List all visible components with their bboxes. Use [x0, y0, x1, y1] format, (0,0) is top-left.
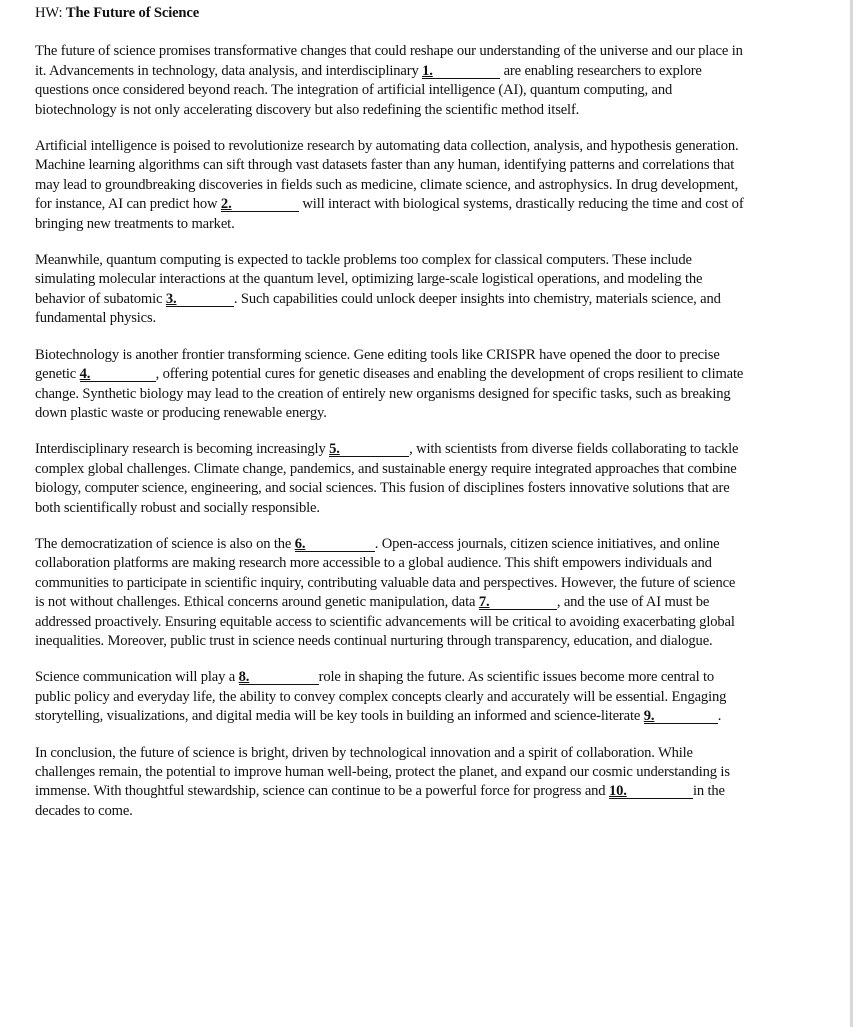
blank-number: 5.	[329, 441, 340, 458]
blank-9[interactable]	[644, 709, 718, 724]
paragraph-interdisciplinary	[35, 440, 745, 518]
paragraph-ai	[35, 137, 745, 234]
blank-number: 1.	[422, 62, 433, 79]
paragraph-quantum	[35, 251, 745, 329]
text: The future of science promises transformative changes that could reshape our understanding of the universe and our place in it. Advancements in technology, data analysis, and interdisciplinary	[35, 43, 743, 79]
blank-number: 4.	[79, 366, 91, 383]
paragraph-biotech	[35, 346, 745, 424]
document-title	[35, 4, 745, 23]
blank-number: 9.	[643, 708, 655, 725]
text: Biotechnology is another frontier transforming science. Gene editing tools like CRISPR have opened the door to precise genetic	[35, 346, 720, 383]
text: .	[717, 708, 722, 725]
text: Interdisciplinary research is becoming increasingly	[35, 441, 330, 458]
paragraph-intro	[35, 42, 745, 120]
blank-5[interactable]	[329, 442, 409, 457]
text: in the decades to come.	[35, 783, 725, 819]
text: Science communication will play a	[35, 669, 239, 686]
blank-3[interactable]	[166, 292, 234, 307]
text: are enabling researchers to explore questions once considered beyond reach. The integration of artificial intelligence (AI), quantum computing, and biotechnology is not only accelerating discovery but also redefining the scientific method itself.	[35, 62, 702, 118]
blank-4[interactable]	[80, 367, 156, 382]
blank-number: 6.	[294, 535, 306, 552]
blank-number: 3.	[165, 290, 177, 307]
blank-8[interactable]	[239, 670, 319, 685]
blank-number: 2.	[220, 196, 232, 213]
text: , offering potential cures for genetic diseases and enabling the development of crops resilient to climate change. Synthetic biology may lead to the creation of entirely new organisms designed for specific tasks, such as breaking down plastic waste or producing renewable energy.	[35, 366, 744, 421]
text: Artificial intelligence is poised to revolutionize research by automating data collection, analysis, and hypothesis generation. Machine learning algorithms can sift through vast datasets faster than any human, identifying patterns and correlations that may lead to groundbreaking discoveries in fields such as medicine, climate science, and astrophysics. In drug development, for instance, AI can predict how	[35, 138, 739, 213]
text: The democratization of science is also on the	[35, 535, 295, 552]
homework-document	[35, 4, 745, 838]
blank-7[interactable]	[479, 595, 557, 610]
text: role in shaping the future. As scientific issues become more central to public policy and everyday life, the ability to convey complex concepts clearly and accurately will be essential. Engaging storytelling, visualizations, and digital media will be key tools in building an informed and science-literate	[35, 669, 727, 725]
paragraph-communication	[35, 668, 745, 726]
text: . Such capabilities could unlock deeper insights into chemistry, materials science, and fundamental physics.	[35, 290, 721, 327]
blank-1[interactable]	[422, 64, 500, 79]
blank-number: 7.	[478, 594, 490, 611]
text: , and the use of AI must be addressed proactively. Ensuring equitable access to scientific advancements will be critical to avoiding exacerbating global inequalities. Moreover, public trust in science needs continual nurturing through transparency, education, and dialogue.	[35, 594, 735, 649]
text: will interact with biological systems, drastically reducing the time and cost of bringing new treatments to market.	[35, 196, 744, 232]
blank-2[interactable]	[221, 197, 299, 212]
title-prefix: HW:	[35, 5, 66, 21]
text: , with scientists from diverse fields collaborating to tackle complex global challenges. Climate change, pandemics, and sustainable energy require integrated approaches that combine biology, computer science, engineering, and social sciences. This fusion of disciplines fosters innovative solutions that are both scientifically robust and socially responsible.	[35, 441, 739, 516]
blank-6[interactable]	[295, 537, 375, 552]
blank-number: 10.	[608, 783, 627, 800]
paragraph-democratization	[35, 535, 745, 651]
text: Meanwhile, quantum computing is expected to tackle problems too complex for classical computers. These include simulating molecular interactions at the quantum level, optimizing large-scale logistical operations, and modeling the behavior of subatomic	[35, 252, 703, 307]
blank-10[interactable]	[609, 784, 693, 799]
text: . Open-access journals, citizen science initiatives, and online collaboration platforms are making research more accessible to a global audience. This shift empowers individuals and communities to participate in scientific inquiry, contributing valuable data and perspectives. However, the future of science is not without challenges. Ethical concerns around genetic manipulation, data	[35, 535, 736, 611]
text: In conclusion, the future of science is bright, driven by technological innovation and a spirit of collaboration. While challenges remain, the potential to improve human well-being, protect the planet, and expand our cosmic understanding is immense. With thoughtful stewardship, science can continue to be a powerful force for progress and	[35, 744, 730, 800]
blank-number: 8.	[238, 669, 250, 686]
title-text: The Future of Science	[65, 5, 200, 21]
paragraph-conclusion	[35, 744, 745, 822]
